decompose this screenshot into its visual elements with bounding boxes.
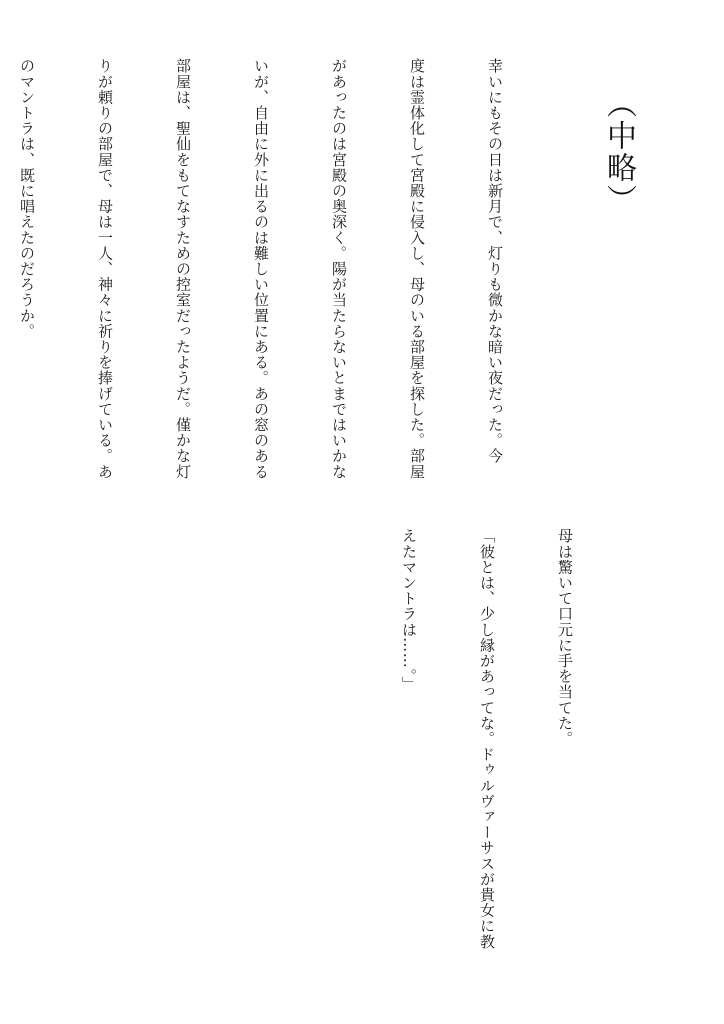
upper-text-block	[18, 58, 560, 498]
lower-text-block	[400, 528, 630, 968]
text-line: えたマントラは……。」	[400, 528, 418, 693]
text-line: 度は霊体化して宮殿に侵入し、母のいる部屋を探した。部屋	[408, 58, 426, 480]
text-line: のマントラは、既に唱えたのだろうか。	[18, 58, 36, 339]
text-line: 幸いにもその日は新月で、灯りも微かな暗い夜だった。今	[486, 58, 504, 464]
text-line: りが頼りの部屋で、母は一人、神々に祈りを捧げている。あ	[96, 58, 114, 480]
section-heading: （中略）	[601, 88, 636, 216]
text-line: があったのは宮殿の奥深く。陽が当たらないとまではいかな	[330, 58, 348, 480]
text-line: 母は驚いて口元に手を当てた。	[556, 528, 574, 747]
text-line: いが、自由に外に出るのは難しい位置にある。あの窓のある	[252, 58, 270, 480]
text-line: 部屋は、聖仙をもてなすための控室だったようだ。僅かな灯	[174, 58, 192, 480]
text-line: 「彼とは、少し縁があってな。ドゥルヴァーサスが貴女に教	[478, 528, 496, 950]
